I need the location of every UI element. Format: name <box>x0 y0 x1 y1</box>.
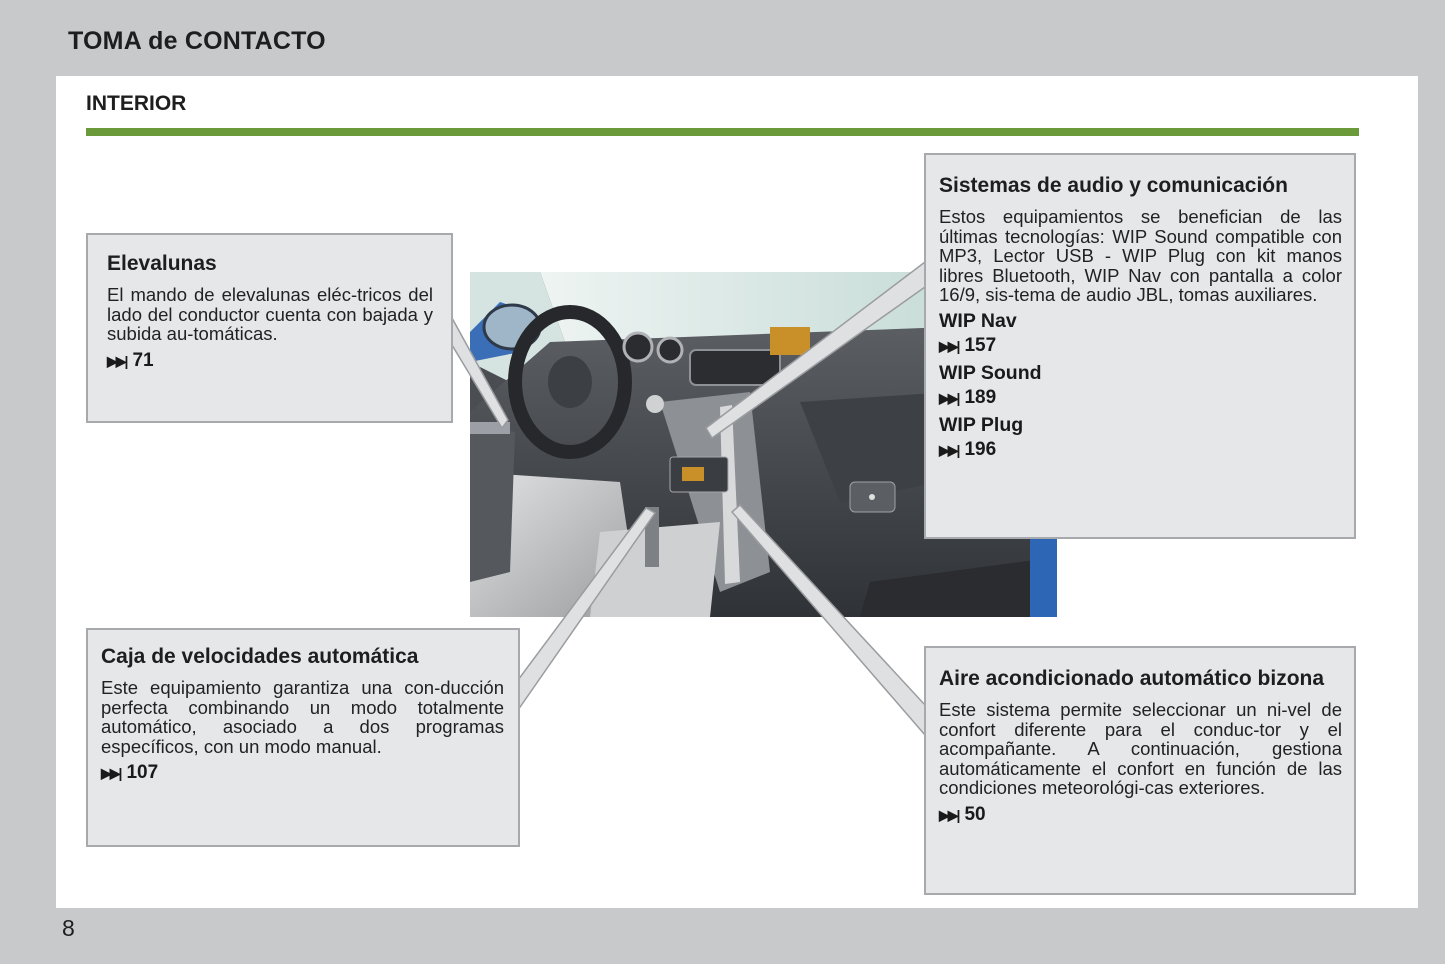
callout-text: El mando de elevalunas eléc-tricos del lado del conductor cuenta con bajada y subida au-tomáticas. <box>107 284 433 344</box>
page-reference[interactable] <box>939 439 1342 461</box>
reference-number: 71 <box>132 349 154 371</box>
callout-aire-acondicionado <box>924 646 1356 895</box>
callout-title: Sistemas de audio y comunicación <box>939 174 1288 197</box>
reference-number: 157 <box>964 334 997 356</box>
page-reference[interactable] <box>939 335 1342 357</box>
skip-forward-icon: ▶▶| <box>939 389 959 406</box>
reference-number: 50 <box>964 803 986 825</box>
callout-elevalunas <box>86 233 453 423</box>
page-reference[interactable] <box>101 762 504 784</box>
section-rule <box>86 128 1359 136</box>
reference-number: 196 <box>964 438 997 460</box>
skip-forward-icon: ▶▶| <box>939 806 959 823</box>
callout-title: Caja de velocidades automática <box>101 645 419 668</box>
audio-item-label: WIP Nav <box>939 309 1017 332</box>
reference-number: 107 <box>126 762 159 783</box>
page-reference[interactable] <box>939 387 1342 409</box>
callout-title: Elevalunas <box>107 252 217 275</box>
callout-text: Este sistema permite seleccionar un ni-vel de confort diferente para el conduc-tor y el acompañante. A continuación, gestiona automáticamente el confort en función de las condiciones meteorológi-cas exteriores. <box>939 699 1342 798</box>
skip-forward-icon: ▶▶| <box>101 765 121 781</box>
page-number: 8 <box>62 915 75 941</box>
callout-caja-velocidades <box>86 628 520 847</box>
page-reference[interactable] <box>939 804 1342 826</box>
section-title: INTERIOR <box>86 92 187 115</box>
callout-audio <box>924 153 1356 539</box>
callout-text: Estos equipamientos se benefician de las últimas tecnologías: WIP Sound compatible con MP3, Lector USB - WIP Plug con kit manos libres Bluetooth, WIP Nav con pantalla a color 16/9, sis-tema de audio JBL, tomas auxiliares. <box>939 206 1342 305</box>
callout-text: Este equipamiento garantiza una con-ducción perfecta combinando un modo totalmente automático, asociado a dos programas específicos, con un modo manual. <box>101 677 504 757</box>
skip-forward-icon: ▶▶| <box>939 337 959 354</box>
audio-item-label: WIP Sound <box>939 361 1042 384</box>
audio-item-label: WIP Plug <box>939 413 1024 436</box>
callout-title: Aire acondicionado automático bizona <box>939 667 1325 690</box>
skip-forward-icon: ▶▶| <box>939 441 959 458</box>
header-title: TOMA de CONTACTO <box>68 27 326 55</box>
reference-number: 189 <box>964 386 997 408</box>
page-reference[interactable] <box>107 350 433 372</box>
skip-forward-icon: ▶▶| <box>107 352 127 369</box>
